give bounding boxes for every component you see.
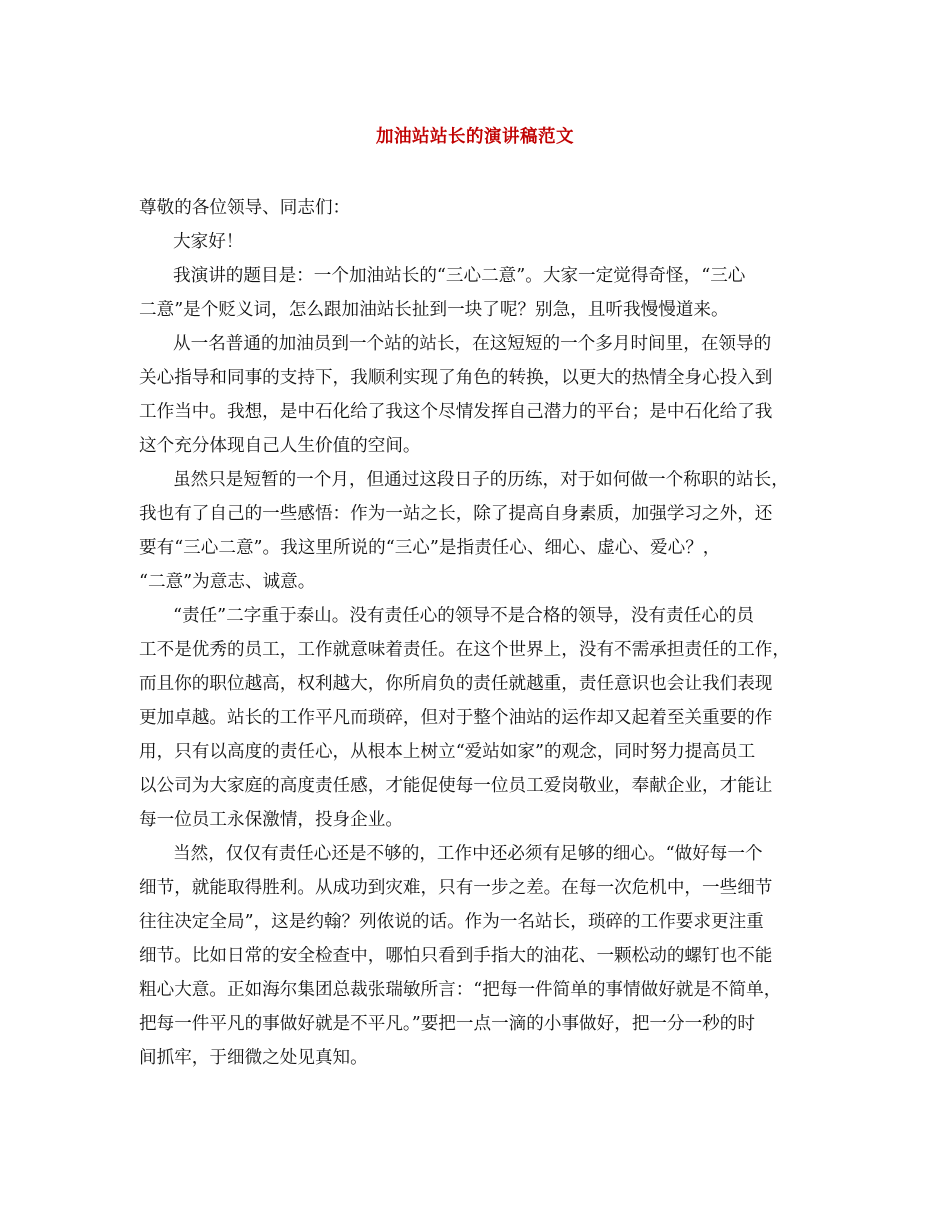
text-line: 用，只有以高度的责任心，从根本上树立“爱站如家”的观念，同时努力提高员工 <box>139 742 756 762</box>
text-line: 而且你的职位越高，权利越大，你所肩负的责任就越重，责任意识也会让我们表现 <box>139 674 773 694</box>
document-title: 加油站站长的演讲稿范文 <box>376 127 574 147</box>
text-line: 更加卓越。站长的工作平凡而琐碎，但对于整个油站的运作却又起着至关重要的作 <box>139 708 773 728</box>
text-line: 从一名普通的加油员到一个站的站长，在这短短的一个多月时间里，在领导的 <box>173 334 772 354</box>
text-line: 我也有了自己的一些感悟：作为一站之长，除了提高自身素质，加强学习之外，还 <box>139 504 773 524</box>
text-line: 以公司为大家庭的高度责任感，才能促使每一位员工爱岗敬业，奉献企业，才能让 <box>139 776 773 796</box>
text-line: “责任”二字重于泰山。没有责任心的领导不是合格的领导，没有责任心的员 <box>173 606 754 626</box>
text-line: 粗心大意。正如海尔集团总裁张瑞敏所言：“把每一件简单的事情做好就是不简单， <box>139 980 782 1000</box>
text-line: 把每一件平凡的事做好就是不平凡。”要把一点一滴的小事做好，把一分一秒的时 <box>139 1014 755 1034</box>
text-line: 关心指导和同事的支持下，我顺利实现了角色的转换，以更大的热情全身心投入到 <box>139 368 773 388</box>
text-line: 尊敬的各位领导、同志们： <box>139 198 351 218</box>
text-line: 细节。比如日常的安全检查中，哪怕只看到手指大的油花、一颗松动的螺钉也不能 <box>139 946 773 966</box>
text-line: 细节，就能取得胜利。从成功到灾难，只有一步之差。在每一次危机中，一些细节 <box>139 878 773 898</box>
text-line: 工不是优秀的员工，工作就意味着责任。在这个世界上，没有不需承担责任的工作， <box>139 640 790 660</box>
text-line: 每一位员工永保激情，投身企业。 <box>139 810 403 830</box>
text-line: 间抓牢，于细微之处见真知。 <box>139 1048 368 1068</box>
text-line: 大家好！ <box>173 232 244 252</box>
text-line: 要有“三心二意”。我这里所说的“三心”是指责任心、细心、虚心、爱心？， <box>139 538 721 558</box>
text-line: “二意”为意志、诚意。 <box>139 572 316 592</box>
text-line: 当然，仅仅有责任心还是不够的，工作中还必须有足够的细心。“做好每一个 <box>173 844 763 864</box>
text-line: 往往决定全局”，这是约翰？列侬说的话。作为一名站长，琐碎的工作要求更注重 <box>139 912 764 932</box>
text-line: 我演讲的题目是：一个加油站长的“三心二意”。大家一定觉得奇怪，“三心 <box>173 266 746 286</box>
text-line: 虽然只是短暂的一个月，但通过这段日子的历练，对于如何做一个称职的站长， <box>173 470 789 490</box>
text-line: 二意”是个贬义词，怎么跟加油站长扯到一块了呢？别急，且听我慢慢道来。 <box>139 300 729 320</box>
document-body <box>139 191 819 1075</box>
text-line: 这个充分体现自己人生价值的空间。 <box>139 436 421 456</box>
text-line: 工作当中。我想，是中石化给了我这个尽情发挥自己潜力的平台；是中石化给了我 <box>139 402 773 422</box>
